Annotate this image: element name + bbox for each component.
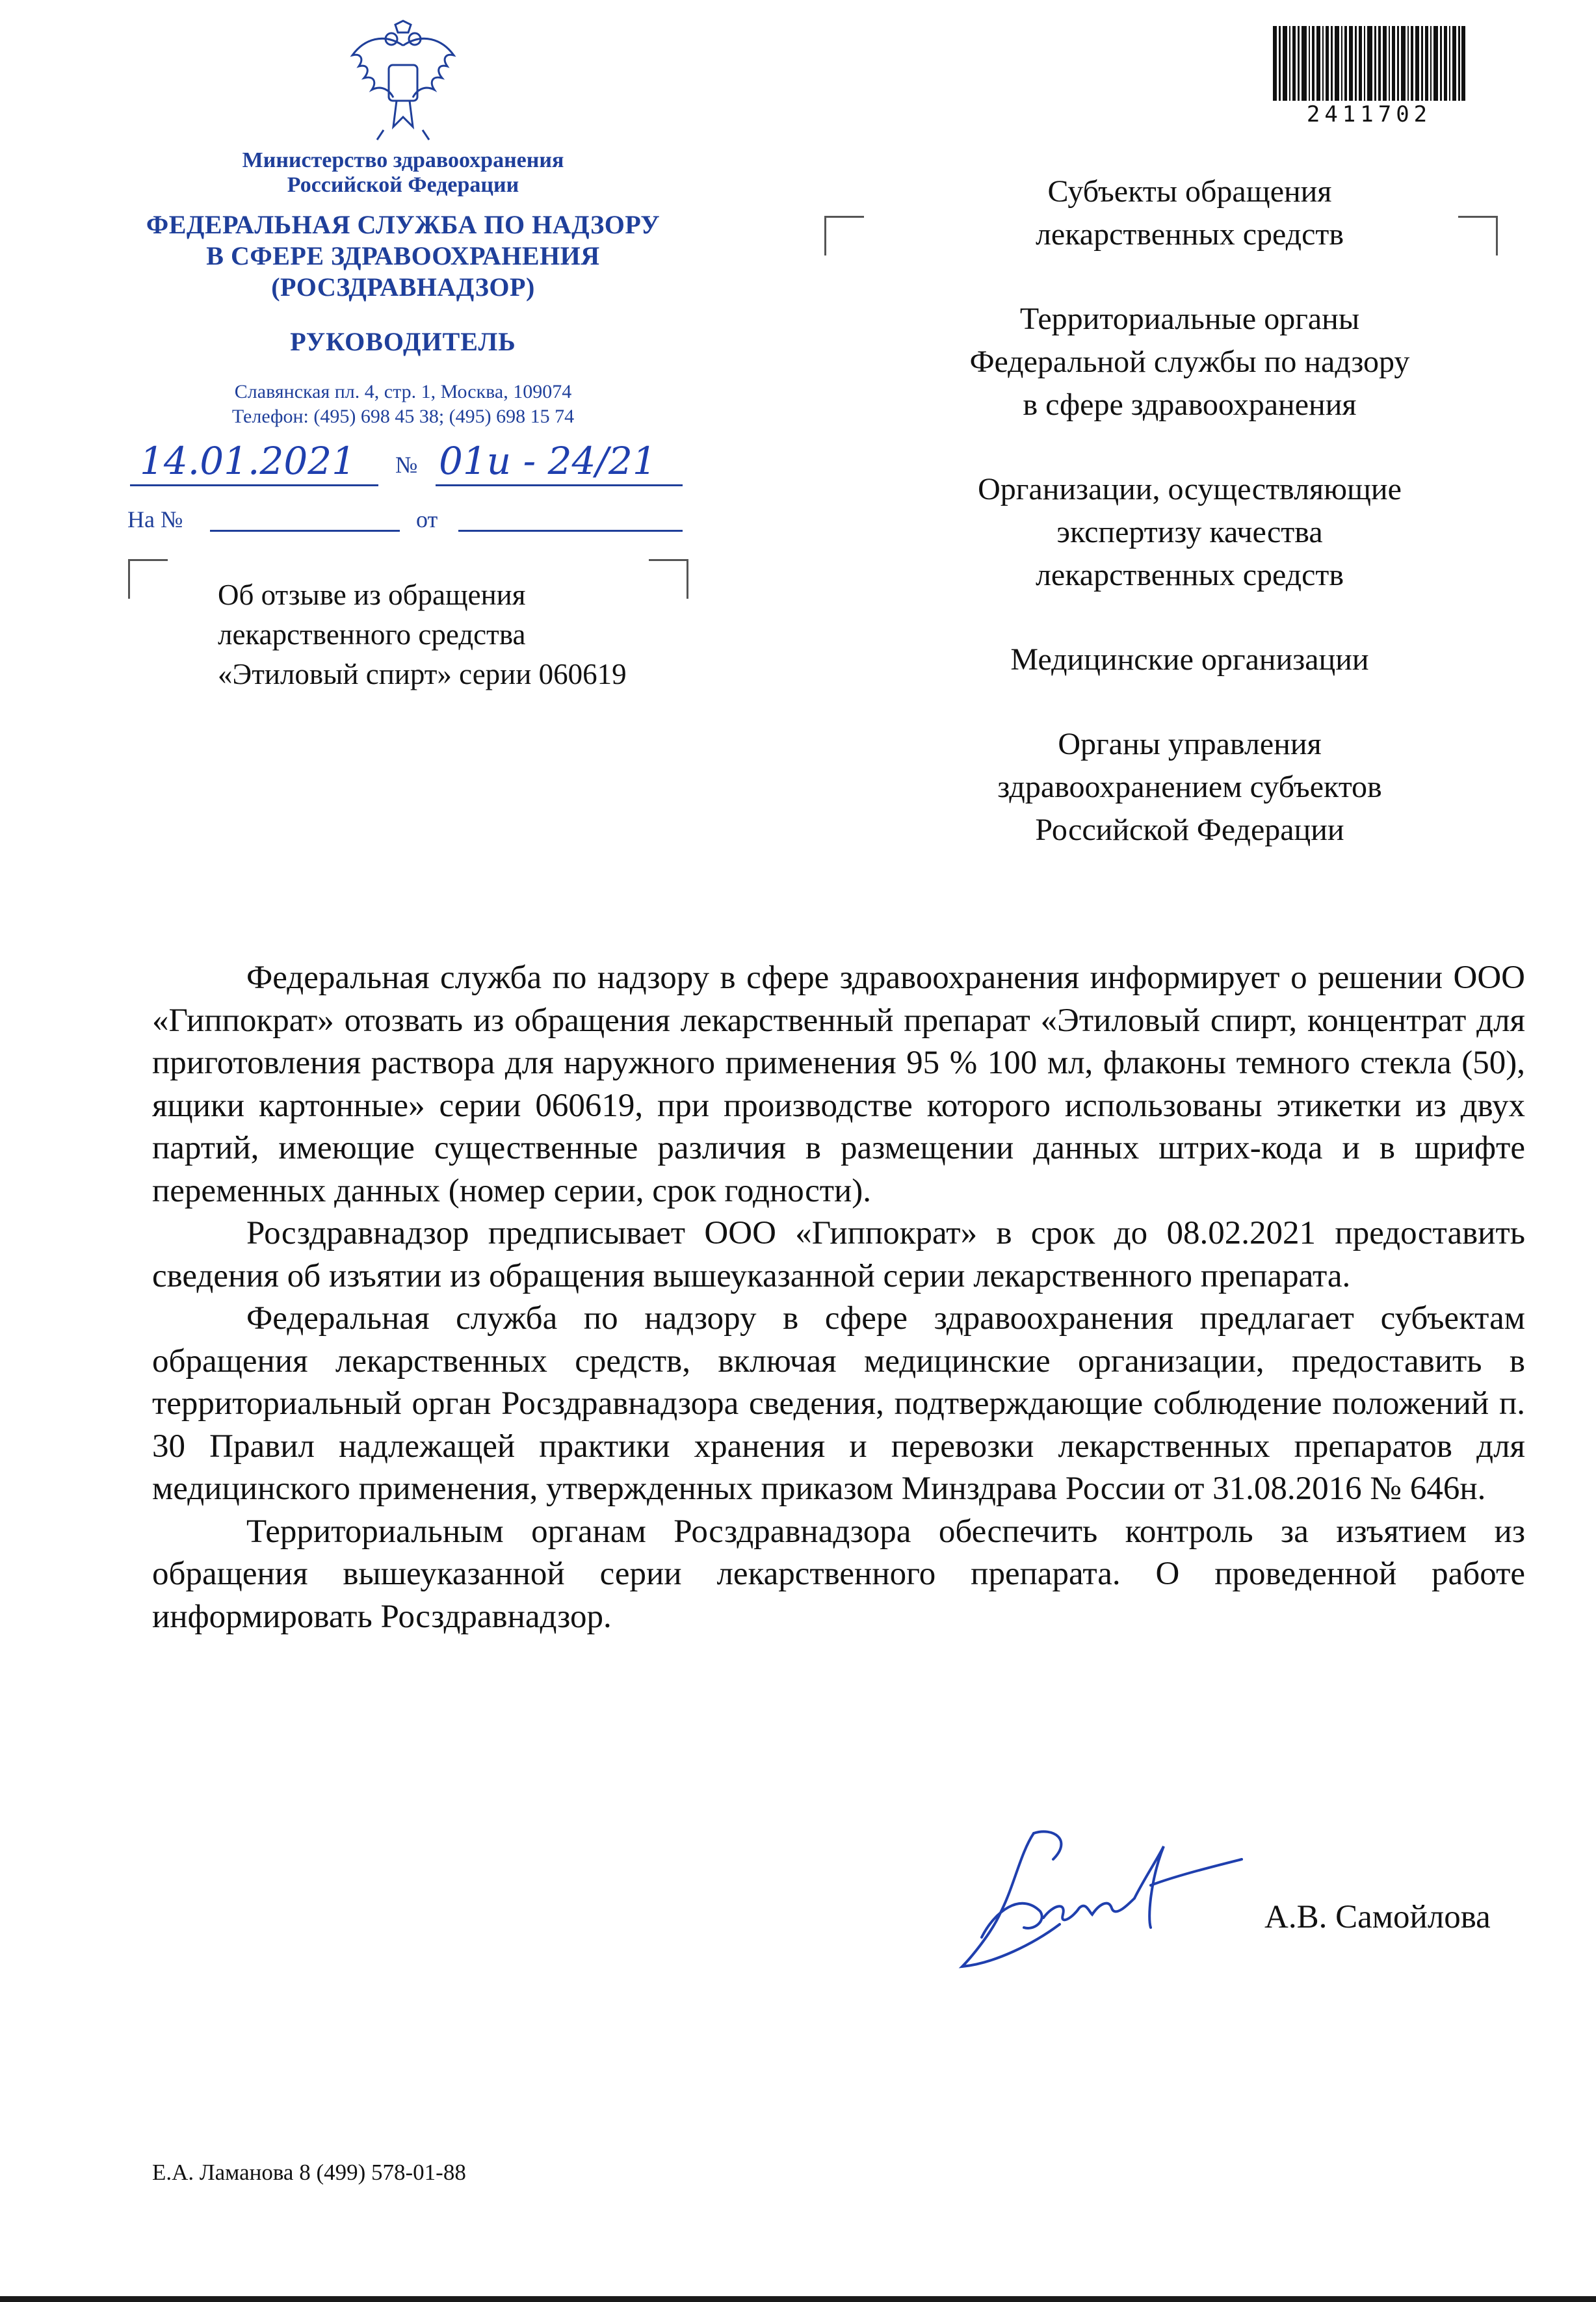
service-line: В СФЕРЕ ЗДРАВООХРАНЕНИЯ [206, 241, 600, 270]
addressee-corner-left [824, 216, 864, 255]
letter-body [152, 957, 1525, 1638]
service-line: (РОСЗДРАВНАДЗОР) [271, 272, 535, 302]
number-underline [436, 484, 683, 486]
body-paragraph: Федеральная служба по надзору в сфере здравоохранения предлагает субъектам обращения лекарственных средств, включая медицинские организации, предоставить в территориальный орган Росздравнадзора сведения, подтверждающие соблюдение положений п. 30 Правил надлежащей практики хранения и перевозки лекарственных препаратов для медицинского применения, утвержденных приказом Минздрава России от 31.08.2016 № 646н. [152, 1300, 1525, 1507]
body-paragraph: Росздравнадзор предписывает ООО «Гиппократ» в срок до 08.02.2021 предоставить сведения об изъятии из обращения вышеуказанной серии лекарственного препарата. [152, 1215, 1525, 1294]
addressee-line: Медицинские организации [1010, 642, 1369, 677]
addressee-block [897, 638, 1482, 681]
addressee-line: Организации, осуществляющие [978, 472, 1402, 506]
barcode-number: 2411702 [1306, 101, 1432, 127]
address [98, 380, 709, 429]
addressee-line: лекарственных средств [1035, 558, 1344, 592]
addressee-line: Органы управления [1058, 727, 1322, 761]
executor-contact: Е.А. Ламанова 8 (499) 578-01-88 [152, 2160, 466, 2185]
addressee-list [897, 170, 1482, 893]
addressee-line: экспертизу качества [1056, 515, 1323, 549]
subject-line: «Этиловый спирт» серии 060619 [218, 658, 627, 690]
subject-line: Об отзыве из обращения [218, 579, 526, 611]
address-line: Телефон: (495) 698 45 38; (495) 698 15 74 [231, 406, 575, 427]
addressee-line: Российской Федерации [1035, 813, 1344, 847]
reference-number-label: На № [127, 506, 183, 532]
date-underline [130, 484, 378, 486]
scan-border [0, 2296, 1596, 2302]
addressee-line: Федеральной службы по надзору [969, 345, 1410, 379]
barcode-icon [1273, 26, 1465, 101]
addressee-line: Территориальные органы [1019, 302, 1360, 336]
address-line: Славянская пл. 4, стр. 1, Москва, 109074 [234, 381, 572, 402]
subject-line: лекарственного средства [218, 618, 526, 651]
document-number: 01и - 24/21 [439, 439, 657, 483]
addressee-block [897, 170, 1482, 256]
addressee-block [897, 468, 1482, 597]
addressee-line: Субъекты обращения [1047, 174, 1332, 209]
subject-corner-left [128, 559, 168, 599]
service-name [98, 209, 709, 303]
head-title: РУКОВОДИТЕЛЬ [290, 327, 516, 356]
number-sign: № [395, 452, 418, 478]
ministry-name [117, 148, 689, 198]
reference-date-line [458, 530, 683, 532]
addressee-line: в сфере здравоохранения [1023, 387, 1357, 422]
body-paragraph: Территориальным органам Росздравнадзора обеспечить контроль за изъятием из обращения вышеуказанной серии лекарственного препарата. О проведенной работе информировать Росздравнадзор. [152, 1513, 1525, 1635]
reference-date-label: от [416, 506, 438, 532]
signer-name: А.В. Самойлова [1264, 1899, 1491, 1935]
addressee-line: здравоохранением субъектов [997, 770, 1382, 804]
ministry-line: Министерство здравоохранения [242, 148, 564, 172]
reference-number-line [210, 530, 400, 532]
addressee-block [897, 723, 1482, 852]
addressee-line: лекарственных средств [1035, 217, 1344, 252]
document-date: 14.01.2021 [140, 439, 356, 483]
body-paragraph: Федеральная служба по надзору в сфере здравоохранения информирует о решении ООО «Гиппократ» отозвать из обращения лекарственный препарат «Этиловый спирт, концентрат для приготовления раствора для наружного применения 95 % 100 мл, флаконы темного стекла (50), ящики картонные» серии 060619, при производстве которого использованы этикетки из двух партий, имеющие существенные различия в размещении данных штрих-кода и в шрифте переменных данных (номер серии, срок годности). [152, 960, 1525, 1209]
letter-subject [218, 575, 712, 694]
coat-of-arms-icon [345, 20, 462, 143]
ministry-line: Российской Федерации [287, 173, 519, 197]
service-line: ФЕДЕРАЛЬНАЯ СЛУЖБА ПО НАДЗОРУ [146, 210, 661, 239]
addressee-block [897, 298, 1482, 426]
